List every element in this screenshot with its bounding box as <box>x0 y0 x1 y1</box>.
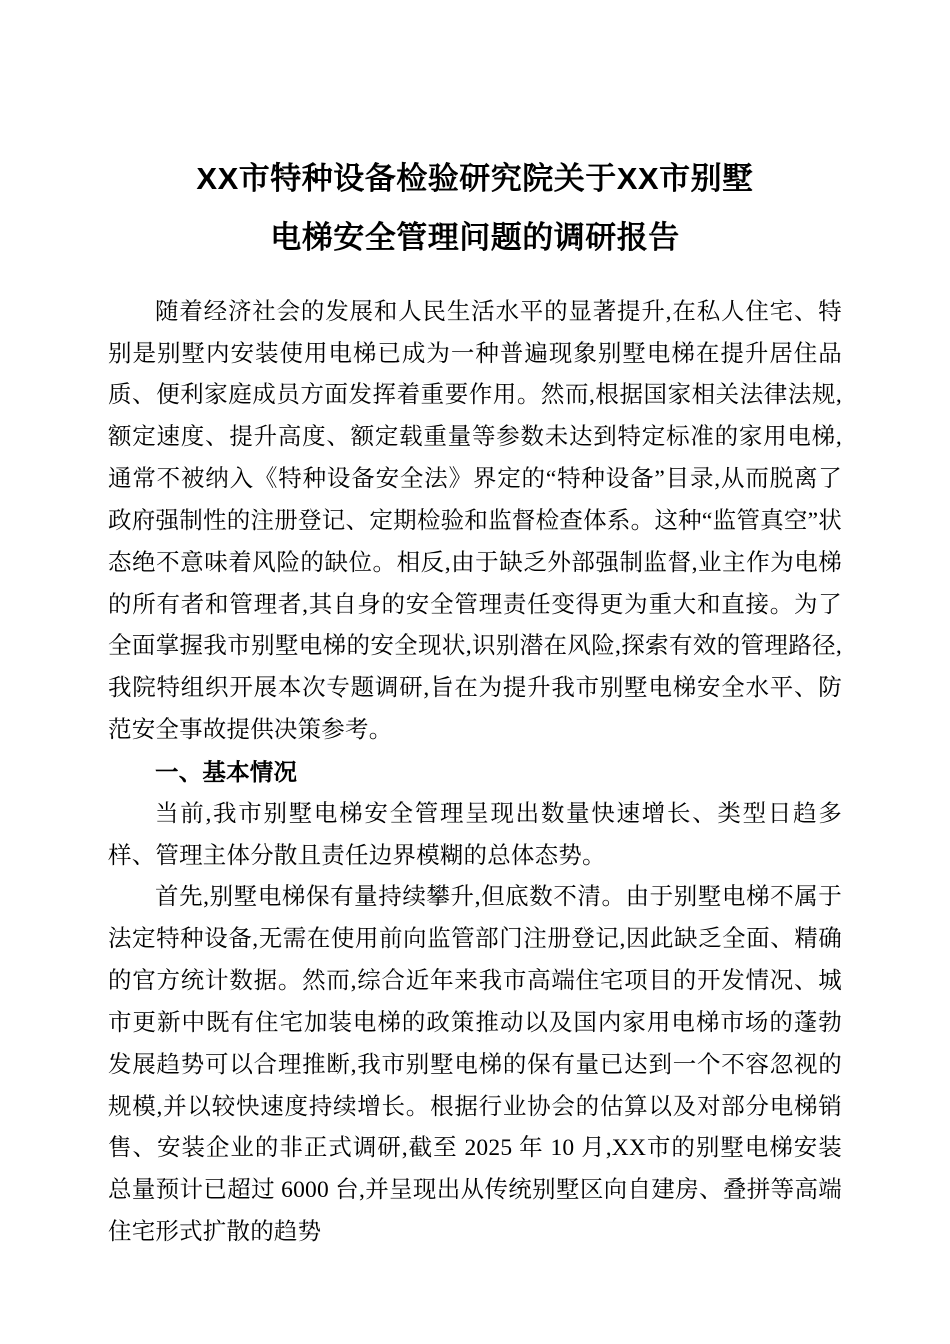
page-title-line-1: XX市特种设备检验研究院关于XX市别墅 <box>196 161 754 196</box>
page-title-line-2: 电梯安全管理问题的调研报告 <box>270 219 680 255</box>
page-title <box>108 150 842 268</box>
section-heading-1: 一、基本情况 <box>155 758 298 785</box>
paragraph-intro: 随着经济社会的发展和人民生活水平的显著提升,在私人住宅、特别是别墅内安装使用电梯已成为一种普遍现象别墅电梯在提升居住品质、便利家庭成员方面发挥着重要作用。然而,根据国家相关法律法规,额定速度、提升高度、额定载重量等参数未达到特定标准的家用电梯,通常不被纳入《特种设备安全法》界定的“特种设备”目录,从而脱离了政府强制性的注册登记、定期检验和监督检查体系。这种“监管真空”状态绝不意味着风险的缺位。相反,由于缺乏外部强制监督,业主作为电梯的所有者和管理者,其自身的安全管理责任变得更为重大和直接。为了全面掌握我市别墅电梯的安全现状,识别潜在风险,探索有效的管理路径,我院特组织开展本次专题调研,旨在为提升我市别墅电梯安全水平、防范安全事故提供决策参考。 <box>108 298 842 744</box>
paragraph-1: 当前,我市别墅电梯安全管理呈现出数量快速增长、类型日趋多样、管理主体分散且责任边界模糊的总体态势。 <box>108 800 842 869</box>
paragraph-2: 首先,别墅电梯保有量持续攀升,但底数不清。由于别墅电梯不属于法定特种设备,无需在使用前向监管部门注册登记,因此缺乏全面、精确的官方统计数据。然而,综合近年来我市高端住宅项目的开发情况、城市更新中既有住宅加装电梯的政策推动以及国内家用电梯市场的蓬勃发展趋势可以合理推断,我市别墅电梯的保有量已达到一个不容忽视的规模,并以较快速度持续增长。根据行业协会的估算以及对部分电梯销售、安装企业的非正式调研,截至 2025 年 10 月,XX市的别墅电梯安装总量预计已超过 6000 台,并呈现出从传统别墅区向自建房、叠拼等高端住宅形式扩散的趋势 <box>108 884 842 1245</box>
